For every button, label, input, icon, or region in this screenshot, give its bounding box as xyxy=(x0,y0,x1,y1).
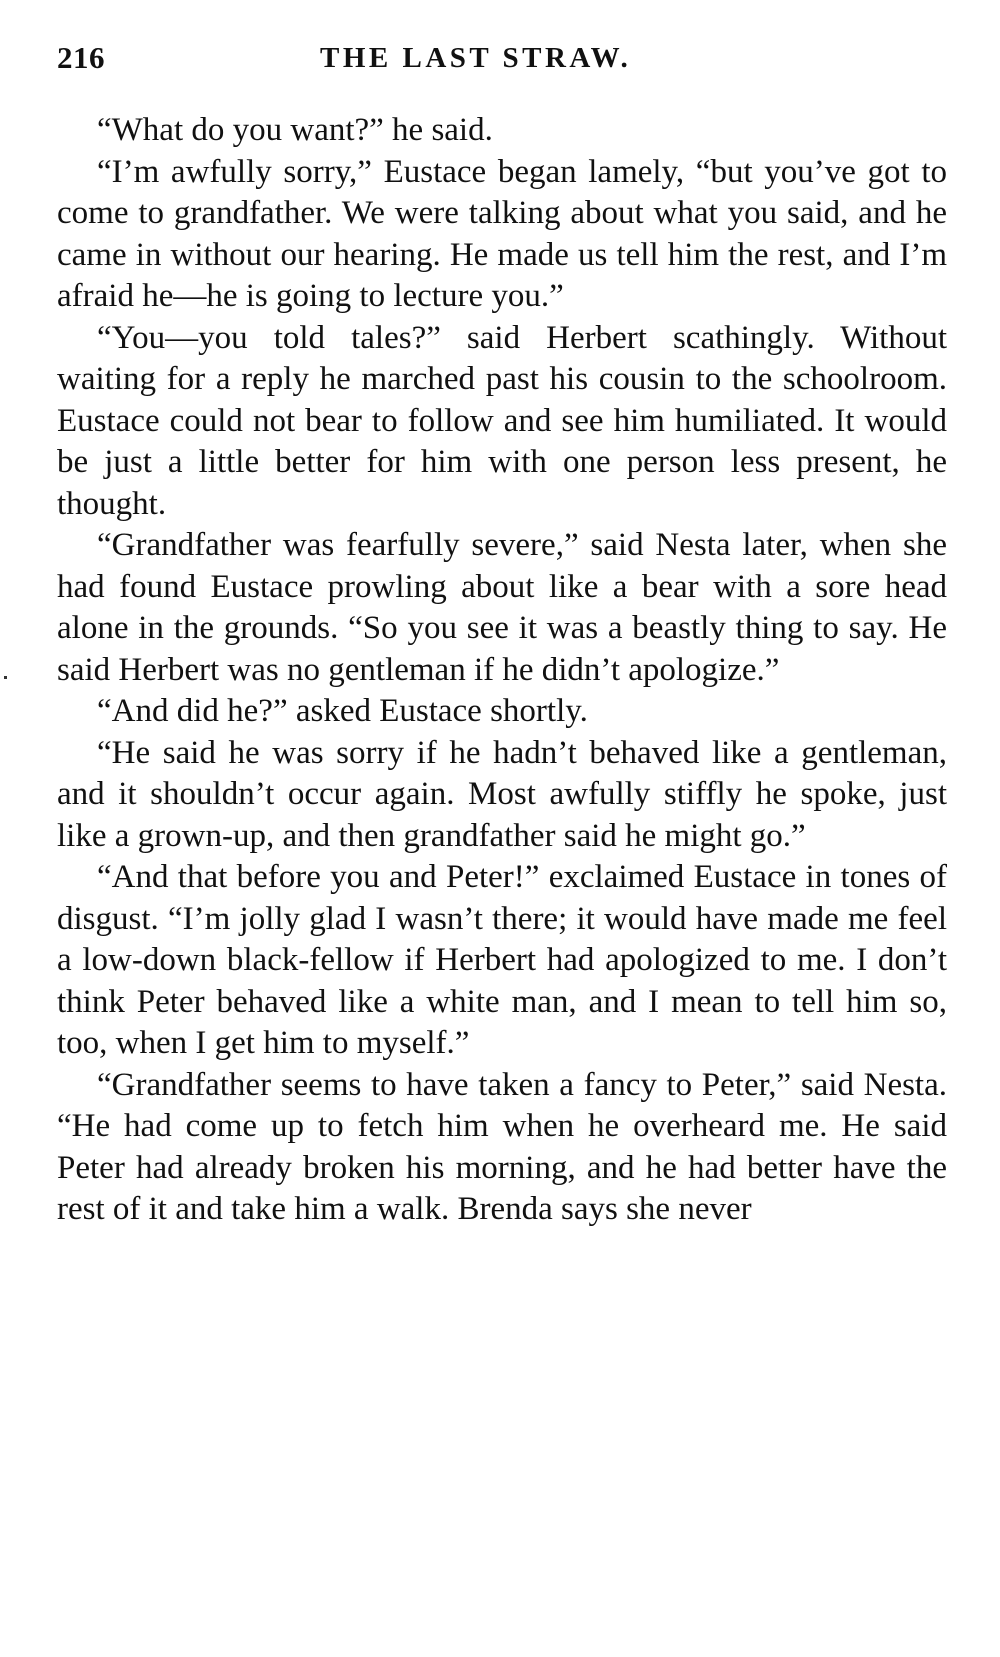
body-text xyxy=(57,110,947,1231)
paragraph: “What do you want?” he said. xyxy=(97,112,493,148)
margin-speck xyxy=(4,676,7,679)
paragraph: “He said he was sorry if he hadn’t behaved like a gentleman, and it shouldn’t occur again. Most awfully stiffly he spoke, just like a grown-up, and then grandfather said he might go.” xyxy=(57,734,947,854)
paragraph: “You—you told tales?” said Herbert scathingly. Without waiting for a reply he marched past his cousin to the schoolroom. Eustace could not bear to follow and see him humiliated. It would be just a little better for him with one person less present, he thought. xyxy=(57,319,947,522)
page-number: 216 xyxy=(57,40,105,75)
page-header xyxy=(57,40,947,90)
paragraph: “Grandfather seems to have taken a fancy to Peter,” said Nesta. “He had come up to fetch him when he overheard me. He said Peter had already broken his morning, and he had better have the rest of it and take him a walk. Brenda says she never xyxy=(57,1066,947,1227)
paragraph: “And did he?” asked Eustace shortly. xyxy=(97,693,588,729)
paragraph: “Grandfather was fearfully severe,” said Nesta later, when she had found Eustace prowling about like a bear with a sore head alone in the grounds. “So you see it was a beastly thing to say. He said Herbert was no gentleman if he didn’t apologize.” xyxy=(57,527,947,688)
running-title: THE LAST STRAW. xyxy=(320,42,632,74)
paragraph: “I’m awfully sorry,” Eustace began lamely, “but you’ve got to come to grandfather. We were talking about what you said, and he came in without our hearing. He made us tell him the rest, and I’m afraid he—he is going to lecture you.” xyxy=(57,153,947,314)
paragraph: “And that before you and Peter!” exclaimed Eustace in tones of disgust. “I’m jolly glad I wasn’t there; it would have made me feel a low-down black-fellow if Herbert had apologized to me. I don’t think Peter behaved like a white man, and I mean to tell him so, too, when I get him to myself.” xyxy=(57,859,947,1061)
